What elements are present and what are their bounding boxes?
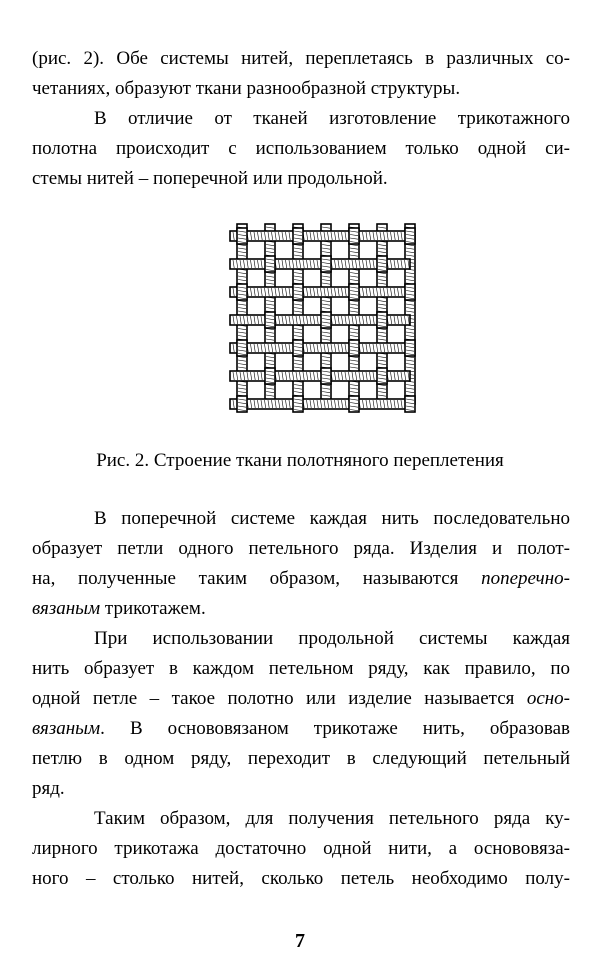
text-line: Таким образом, для получения петельного ряда ку- [94, 808, 570, 829]
text-span: на, полученные таким образом, называются [32, 568, 482, 589]
text-line: нить образует в каждом петельном ряду, как правило, по [32, 658, 570, 679]
text-line: полотна происходит с использованием только одной си- [32, 138, 570, 159]
weave-drawing [230, 224, 415, 412]
page-number: 7 [295, 930, 305, 952]
italic-term: вязаным [32, 598, 101, 619]
weft-thread-segment [230, 287, 410, 297]
figure-caption: Рис. 2. Строение ткани полотняного переплетения [96, 450, 504, 471]
text-line [32, 718, 570, 740]
text-line: В отличие от тканей изготовление трикотажного [94, 108, 570, 129]
italic-term: поперечно- [481, 568, 570, 589]
text-line: лирного трикотажа достаточно одной нити, а основовяза- [32, 838, 570, 859]
italic-term: вязаным [32, 718, 101, 739]
text-line: ного – столько нитей, сколько петель необходимо полу- [32, 868, 570, 889]
text-line: четаниях, образуют ткани разнообразной структуры. [32, 78, 461, 99]
text-line [32, 568, 570, 590]
text-line: В поперечной системе каждая нить последовательно [94, 508, 570, 529]
text-span: трикотажем. [100, 598, 206, 619]
text-line [32, 688, 570, 710]
plain-weave-figure [228, 222, 438, 414]
italic-term: осно- [526, 688, 570, 709]
weft-thread-segment [230, 231, 410, 241]
text-line: При использовании продольной системы каждая [94, 628, 570, 649]
weft-thread-segment [230, 343, 410, 353]
text-span: . В основовязаном трикотаже нить, образовав [100, 718, 570, 739]
weft-thread-segment [230, 399, 410, 409]
text-line: образует петли одного петельного ряда. Изделия и полот- [32, 538, 570, 559]
text-line: ряд. [32, 778, 65, 799]
text-line: (рис. 2). Обе системы нитей, переплетаясь в различных со- [32, 48, 570, 69]
text-line [32, 598, 570, 620]
text-line: петлю в одном ряду, переходит в следующий петельный [32, 748, 570, 769]
text-span: одной петле – такое полотно или изделие называется [32, 688, 527, 709]
text-line: стемы нитей – поперечной или продольной. [32, 168, 388, 189]
